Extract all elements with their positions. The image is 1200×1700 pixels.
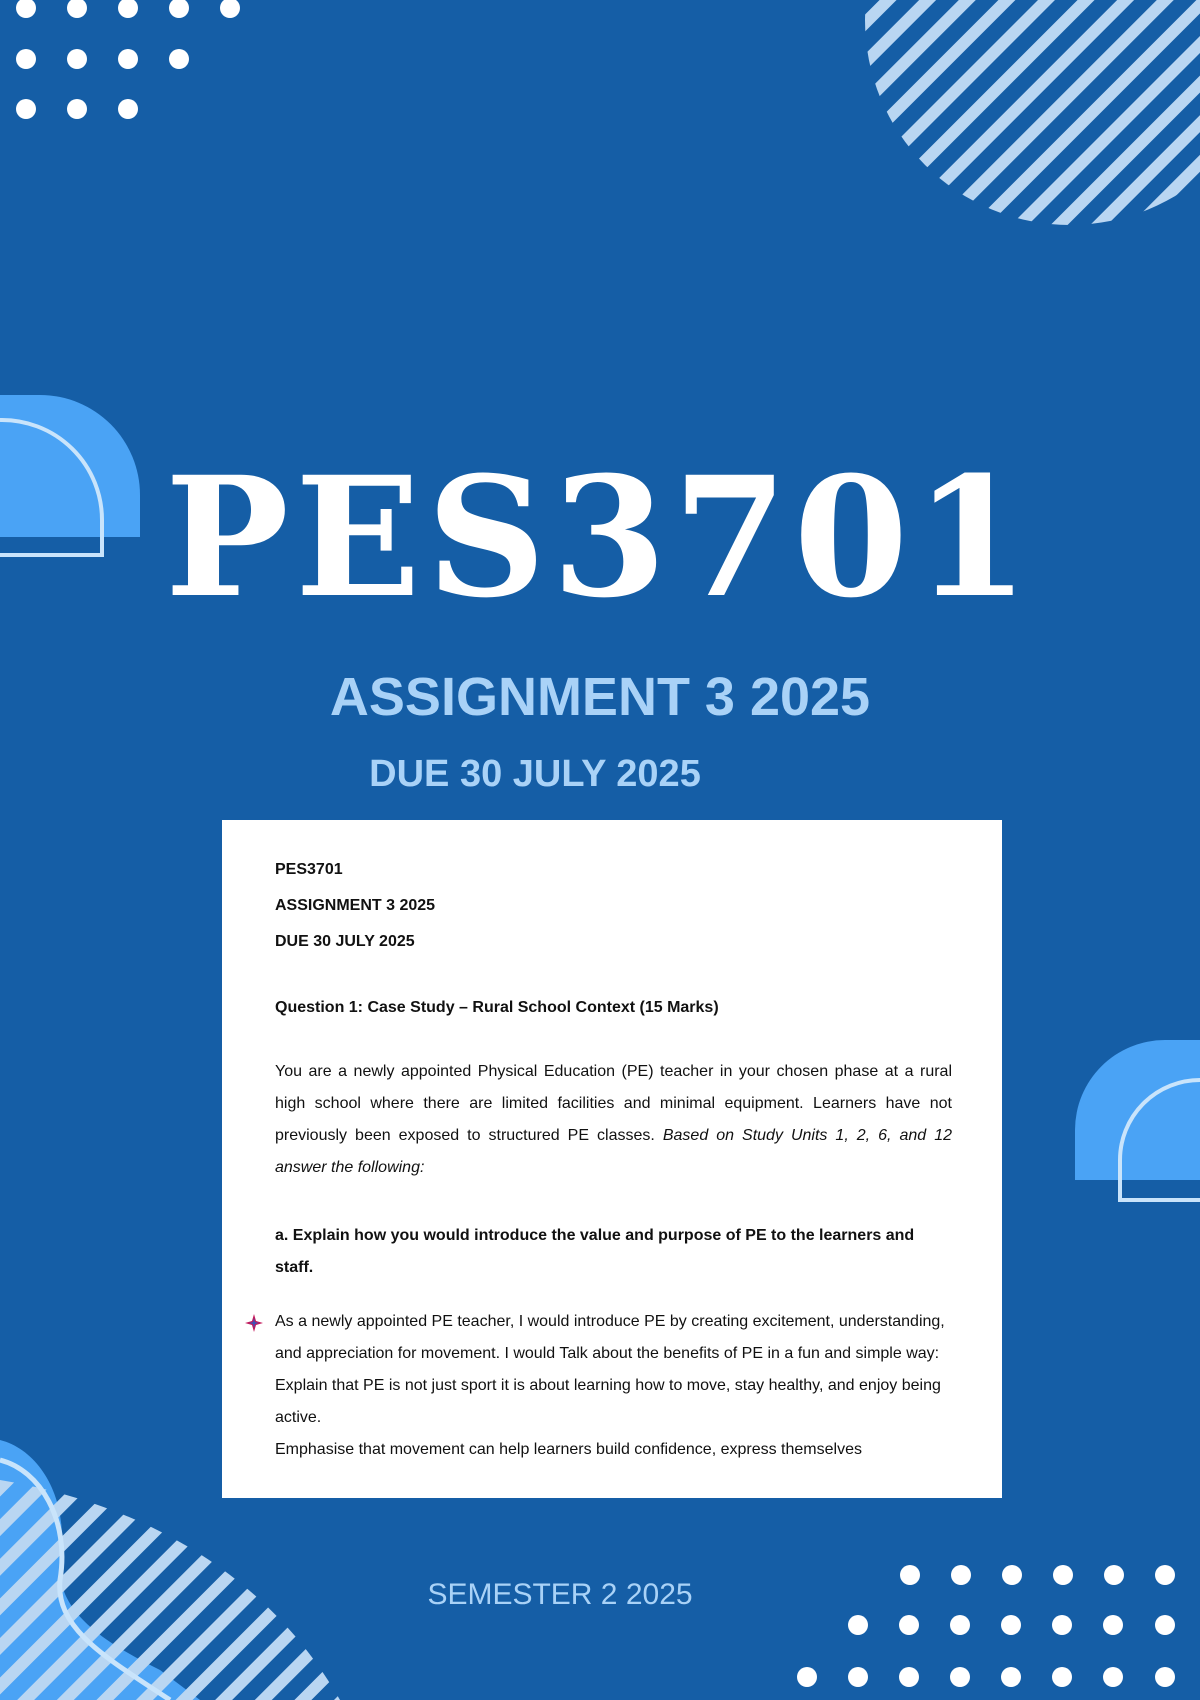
sparkle-icon [245, 1314, 263, 1332]
question-title: Question 1: Case Study – Rural School Context (15 Marks) [275, 999, 719, 1016]
sub-question-a: a. Explain how you would introduce the value and purpose of PE to the learners and staff. [275, 1227, 915, 1276]
question-intro [275, 1056, 952, 1184]
doc-header-assignment: ASSIGNMENT 3 2025 [275, 897, 436, 914]
semester-label: SEMESTER 2 2025 [427, 1578, 693, 1611]
question-intro-text: You are a newly appointed Physical Education (PE) teacher in your chosen phase at a rural high school where there are limited facilities and minimal equipment. Learners have not previously been exposed to structured PE classes. [275, 1063, 952, 1144]
answer-paragraph-1-text: As a newly appointed PE teacher, I would introduce PE by creating excitement, understanding, and appreciation for movement. I would Talk about the benefits of PE in a fun and simple way: [275, 1313, 945, 1362]
half-circle-right-decoration [1075, 1040, 1200, 1210]
answer-paragraph-1 [275, 1306, 952, 1370]
document-preview [222, 820, 1002, 1498]
course-code-title: PES3701 [164, 440, 1036, 634]
dots-bottom-right-decoration [790, 1550, 1200, 1700]
due-date-subtitle: DUE 30 JULY 2025 [369, 753, 701, 795]
striped-circle-top-right-decoration [840, 0, 1200, 230]
doc-header-due: DUE 30 JULY 2025 [275, 933, 415, 950]
answer-paragraph-2: Explain that PE is not just sport it is about learning how to move, stay healthy, and enjoy being active. [275, 1377, 941, 1426]
answer-paragraph-3: Emphasise that movement can help learners build confidence, express themselves [275, 1441, 862, 1458]
doc-header-code: PES3701 [275, 861, 343, 878]
assignment-subtitle: ASSIGNMENT 3 2025 [329, 667, 871, 727]
question-intro-italic: Based on Study Units 1, 2, 6, and 12 answer the following: [275, 1127, 953, 1176]
dots-top-left-decoration [0, 0, 260, 130]
